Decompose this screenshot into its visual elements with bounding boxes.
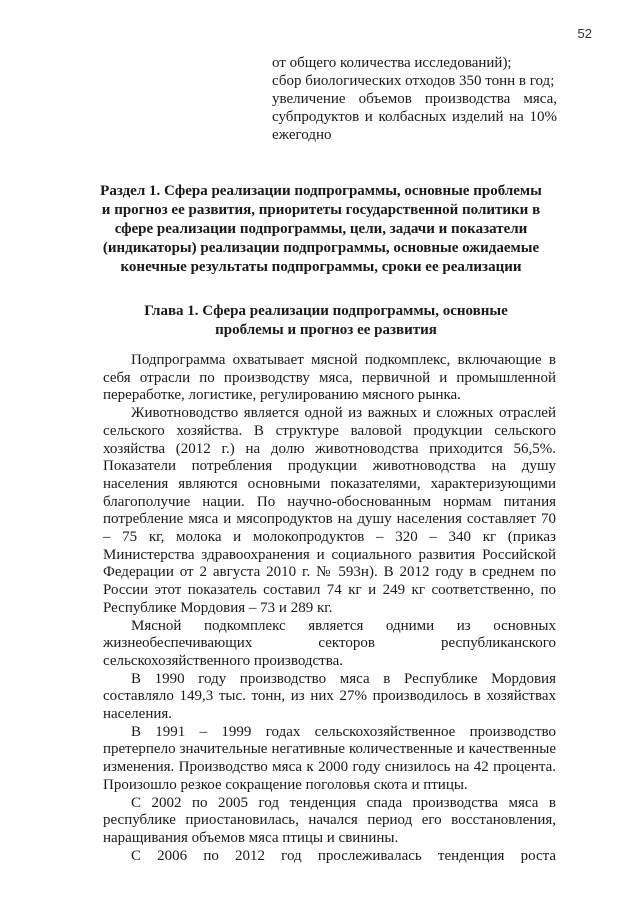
paragraph: В 1991 – 1999 годах сельскохозяйственное производство претерпело значительные негативные количественные и качественные изменения. Производство мяса к 2000 году снизилось на 42 процента. Произошло резкое сокращение поголовья скота и птицы. [103,723,556,793]
list-item: сбор биологических отходов 350 тонн в год; [272,73,555,89]
paragraph: С 2006 по 2012 год прослеживалась тенденция роста [131,847,556,864]
paragraph: В 1990 году производство мяса в Республике Мордовия составляло 149,3 тыс. тонн, из них 27% производилось в хозяйствах населения. [103,670,556,723]
page-number: 52 [577,26,592,41]
paragraph: Животноводство является одной из важных и сложных отраслей сельского хозяйства. В структуре валовой продукции сельского хозяйства (2012 г.) на долю животноводства приходится 56,5%. Показатели потребления продукции животноводства на душу населения являются основными показателями, характеризующими благополучие нации. По научно-обоснованным нормам питания потребление мяса и мясопродуктов на душу населения составляет 70 – 75 кг, молока и молокопродуктов – 320 – 340 кг (приказ Министерства здравоохранения и социального развития Российской Федерации от 2 августа 2010 г. № 593н). В 2012 году в среднем по России этот показатель составил 74 кг и 249 кг соответственно, по Республике Мордовия – 73 и 289 кг. [103,405,556,616]
list-item: от общего количества исследований); [272,55,512,71]
paragraph: С 2002 по 2005 год тенденция спада производства мяса в республике приостановилась, начался период его восстановления, наращивания объемов мяса птицы и свинины. [103,794,556,846]
list-item: увеличение объемов производства мяса, субпродуктов и колбасных изделий на 10% ежегодно [272,91,557,143]
body-text [103,352,556,865]
top-list [272,54,557,144]
paragraph: Подпрограмма охватывает мясной подкомплекс, включающие в себя отрасли по производству мяса, первичной и промышленной переработке, логистике, регулированию мясного рынка. [103,352,556,404]
section-heading: Раздел 1. Сфера реализации подпрограммы, основные проблемы и прогноз ее развития, приоритеты государственной политики в сфере реализации подпрограммы, цели, задачи и показатели (индикаторы) реализации подпрограммы, основные ожидаемые конечные результаты подпрограммы, сроки ее реализации [100,183,542,275]
chapter-heading: Глава 1. Сфера реализации подпрограммы, основные проблемы и прогноз ее развития [144,303,508,338]
paragraph: Мясной подкомплекс является одними из основных жизнеобеспечивающих секторов республиканского сельскохозяйственного производства. [103,617,556,669]
